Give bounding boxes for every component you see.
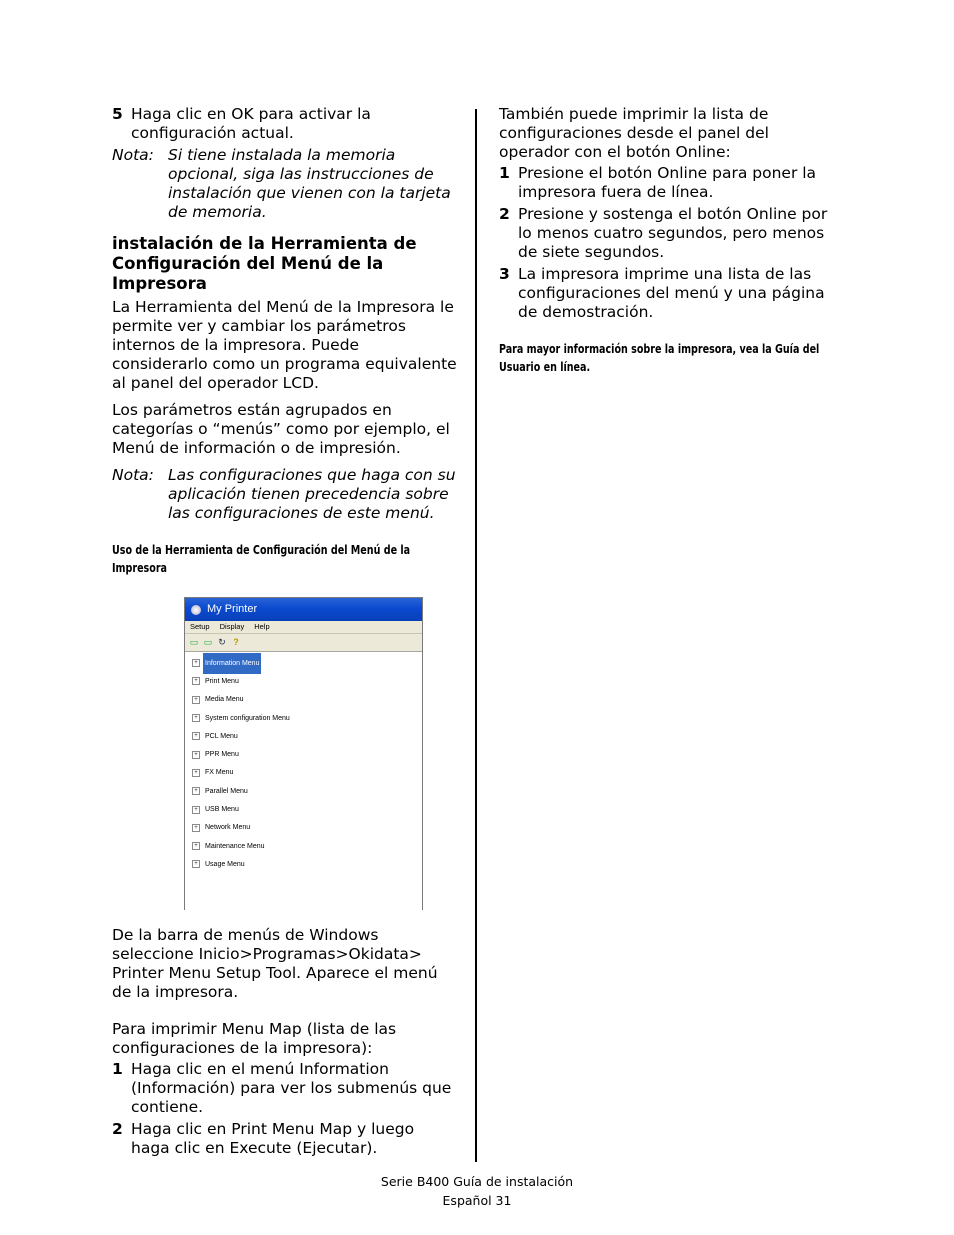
tree-node[interactable] — [185, 855, 422, 873]
expand-icon[interactable]: + — [192, 787, 200, 795]
note-label: Nota: — [112, 146, 154, 164]
expand-icon[interactable]: + — [192, 824, 200, 832]
expand-icon[interactable]: + — [192, 860, 200, 868]
tree-node[interactable] — [185, 764, 422, 782]
tree-node[interactable] — [185, 837, 422, 855]
window-titlebar — [185, 598, 422, 621]
paragraph-print-menu-map: Para imprimir Menu Map (lista de las configuraciones de la impresora): — [112, 1020, 397, 1057]
save-icon[interactable]: ▭ — [189, 637, 199, 647]
step-text: Presione el botón Online para poner la impresora fuera de línea. — [518, 164, 817, 201]
tree-node-label[interactable]: Media Menu — [205, 696, 244, 704]
save-as-icon[interactable]: ▭ — [203, 637, 213, 647]
note-text: Si tiene instalada la memoria opcional, siga las instrucciones de instalación que vienen con la tarjeta de memoria. — [168, 146, 451, 221]
step-5 — [112, 105, 457, 143]
tree-node[interactable] — [185, 691, 422, 709]
expand-icon[interactable]: + — [192, 842, 200, 850]
step-1 — [499, 164, 844, 202]
menu-tree — [185, 652, 422, 874]
menu-setup[interactable]: Setup — [190, 622, 210, 631]
step-2 — [112, 1120, 457, 1158]
tree-node-label[interactable]: PCL Menu — [205, 732, 238, 740]
menu-help[interactable]: Help — [254, 622, 270, 631]
note-memory — [112, 146, 457, 222]
tree-node-label[interactable]: Network Menu — [205, 824, 251, 832]
step-text: La impresora imprime una lista de las configuraciones del menú y una página de demostración. — [518, 265, 825, 321]
tree-node-label[interactable]: PPR Menu — [205, 751, 239, 759]
paragraph-categories: Los parámetros están agrupados en categorías o “menús” como por ejemplo, el Menú de información o de impresión. — [112, 401, 450, 457]
step-text: Presione y sostenga el botón Online por lo menos cuatro segundos, pero menos de siete segundos. — [518, 205, 828, 261]
tree-node[interactable] — [185, 800, 422, 818]
window-toolbar — [185, 633, 422, 652]
expand-icon[interactable]: + — [192, 806, 200, 814]
tree-node-label[interactable]: FX Menu — [205, 769, 234, 777]
column-divider — [475, 109, 477, 1162]
expand-icon[interactable]: + — [192, 714, 200, 722]
help-icon[interactable]: ? — [233, 637, 239, 647]
tree-node-label[interactable]: Usage Menu — [205, 860, 245, 868]
step-number: 2 — [499, 205, 510, 223]
expand-icon[interactable]: + — [192, 751, 200, 759]
step-1 — [112, 1060, 457, 1117]
tree-node-label[interactable]: System configuration Menu — [205, 714, 290, 722]
window-title: My Printer — [207, 603, 258, 615]
tree-node-label[interactable]: Maintenance Menu — [205, 842, 265, 850]
tree-node[interactable] — [185, 745, 422, 763]
tree-node-label[interactable]: USB Menu — [205, 806, 239, 814]
refresh-icon[interactable]: ↻ — [218, 637, 226, 647]
footer-title: Serie B400 Guía de instalación — [380, 1174, 574, 1189]
tree-node-label[interactable]: Parallel Menu — [205, 787, 248, 795]
window-menubar — [185, 621, 422, 633]
step-number: 1 — [499, 164, 510, 182]
note-text: Las configuraciones que haga con su aplicación tienen precedencia sobre las configuraciones de este menú. — [168, 466, 456, 522]
printer-icon — [191, 605, 201, 615]
step-text: Haga clic en OK para activar la configuración actual. — [131, 105, 371, 142]
tree-node[interactable] — [185, 709, 422, 727]
more-info-note: Para mayor información sobre la impresora, vea la Guía del Usuario en línea. — [499, 341, 820, 374]
expand-icon[interactable]: + — [192, 696, 200, 704]
step-text: Haga clic en Print Menu Map y luego haga clic en Execute (Ejecutar). — [131, 1120, 415, 1157]
menu-display[interactable]: Display — [219, 622, 245, 631]
right-column — [499, 105, 844, 376]
step-number: 5 — [112, 105, 123, 123]
tree-node[interactable] — [185, 654, 422, 672]
step-text: Haga clic en el menú Information (Información) para ver los submenús que contiene. — [131, 1060, 452, 1116]
expand-icon[interactable]: + — [192, 732, 200, 740]
note-precedence — [112, 466, 457, 523]
step-number: 1 — [112, 1060, 123, 1078]
step-2 — [499, 205, 844, 262]
step-3 — [499, 265, 844, 322]
expand-icon[interactable]: + — [192, 769, 200, 777]
paragraph-online-intro: También puede imprimir la lista de configuraciones desde el panel del operador con el botón Online: — [499, 105, 769, 161]
expand-icon[interactable]: + — [192, 659, 200, 667]
my-printer-window-screenshot — [184, 597, 423, 910]
step-number: 3 — [499, 265, 510, 283]
section-heading: instalación de la Herramienta de Configuración del Menú de la Impresora — [112, 234, 417, 293]
tree-node-label[interactable]: Information Menu — [203, 653, 261, 674]
paragraph-intro: La Herramienta del Menú de la Impresora le permite ver y cambiar los parámetros internos de la impresora. Puede considerarlo como un programa equivalente al panel del operador LCD. — [112, 298, 457, 392]
tree-node[interactable] — [185, 782, 422, 800]
step-number: 2 — [112, 1120, 123, 1138]
tree-node[interactable] — [185, 819, 422, 837]
tree-node[interactable] — [185, 727, 422, 745]
expand-icon[interactable]: + — [192, 677, 200, 685]
tree-node[interactable] — [185, 672, 422, 690]
paragraph-windows-menu: De la barra de menús de Windows seleccione Inicio>Programas>Okidata> Printer Menu Setup Tool. Aparece el menú de la impresora. — [112, 926, 438, 1001]
subsection-heading: Uso de la Herramienta de Configuración del Menú de la Impresora — [112, 542, 411, 575]
tree-node-label[interactable]: Print Menu — [205, 677, 239, 685]
note-label: Nota: — [112, 466, 154, 484]
footer-page: Español 31 — [442, 1193, 512, 1208]
